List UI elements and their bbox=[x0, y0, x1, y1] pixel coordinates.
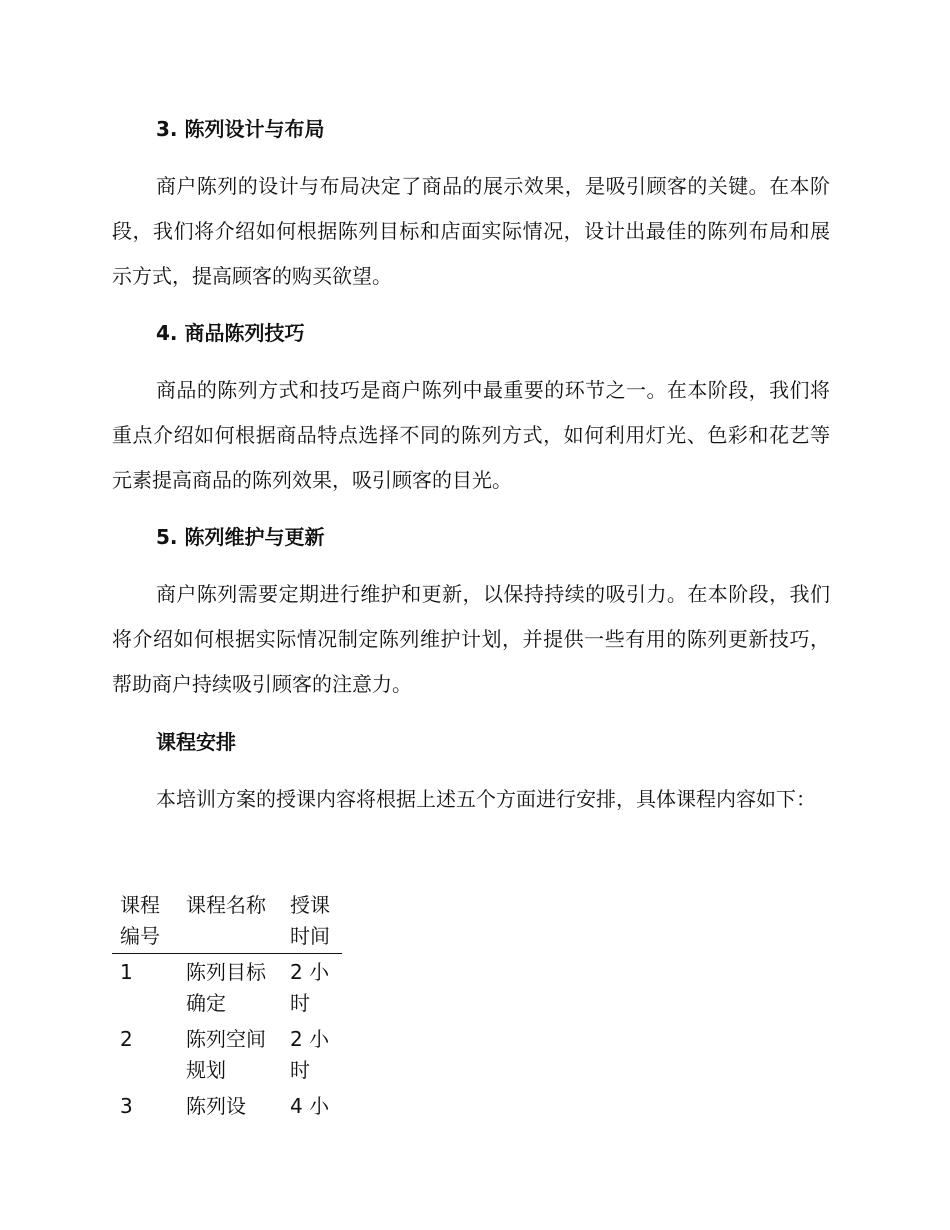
paragraph: 商品的陈列方式和技巧是商户陈列中最重要的环节之一。在本阶段，我们将重点介绍如何根据商品特点选择不同的陈列方式，如何利用灯光、色彩和花艺等元素提高商品的陈列效果，吸引顾客的目光。 bbox=[112, 378, 830, 492]
section-heading-maintenance-update: 5. 陈列维护与更新 bbox=[156, 525, 325, 549]
cell-duration: 2 小时 bbox=[290, 960, 330, 1015]
table-row bbox=[112, 1088, 342, 1124]
section-body-course-schedule bbox=[112, 777, 830, 822]
cell-course-number: 3 bbox=[120, 1094, 133, 1118]
column-header-duration: 授课时间 bbox=[282, 890, 342, 954]
table-row bbox=[112, 1021, 342, 1088]
course-table-header bbox=[112, 890, 342, 954]
cell-course-name: 陈列目标确定 bbox=[186, 960, 266, 1015]
paragraph: 商户陈列需要定期进行维护和更新，以保持持续的吸引力。在本阶段，我们将介绍如何根据实际情况制定陈列维护计划，并提供一些有用的陈列更新技巧，帮助商户持续吸引顾客的注意力。 bbox=[112, 582, 830, 696]
table-header-row bbox=[112, 890, 342, 954]
paragraph: 商户陈列的设计与布局决定了商品的展示效果，是吸引顾客的关键。在本阶段，我们将介绍如何根据陈列目标和店面实际情况，设计出最佳的陈列布局和展示方式，提高顾客的购买欲望。 bbox=[112, 174, 830, 288]
cell-course-number: 1 bbox=[120, 960, 133, 984]
cell-duration: 2 小时 bbox=[290, 1027, 330, 1082]
column-header-course-name: 课程名称 bbox=[178, 890, 282, 954]
column-header-course-number: 课程编号 bbox=[112, 890, 178, 954]
section-body-merchandise-techniques bbox=[112, 368, 830, 503]
cell-course-number: 2 bbox=[120, 1027, 133, 1051]
section-heading-course-schedule: 课程安排 bbox=[156, 730, 236, 754]
section-body-maintenance-update bbox=[112, 572, 830, 707]
cell-course-name: 陈列设 bbox=[186, 1094, 246, 1118]
cell-duration: 4 小 bbox=[290, 1094, 330, 1118]
table-row bbox=[112, 954, 342, 1022]
course-table-body bbox=[112, 954, 342, 1125]
course-table-wrapper bbox=[112, 890, 347, 1124]
section-heading-display-design: 3. 陈列设计与布局 bbox=[156, 117, 325, 141]
section-body-display-design bbox=[112, 164, 830, 299]
section-heading-merchandise-techniques: 4. 商品陈列技巧 bbox=[156, 321, 305, 345]
course-table bbox=[112, 890, 342, 1124]
cell-course-name: 陈列空间规划 bbox=[186, 1027, 266, 1082]
paragraph: 本培训方案的授课内容将根据上述五个方面进行安排，具体课程内容如下： bbox=[156, 787, 816, 811]
